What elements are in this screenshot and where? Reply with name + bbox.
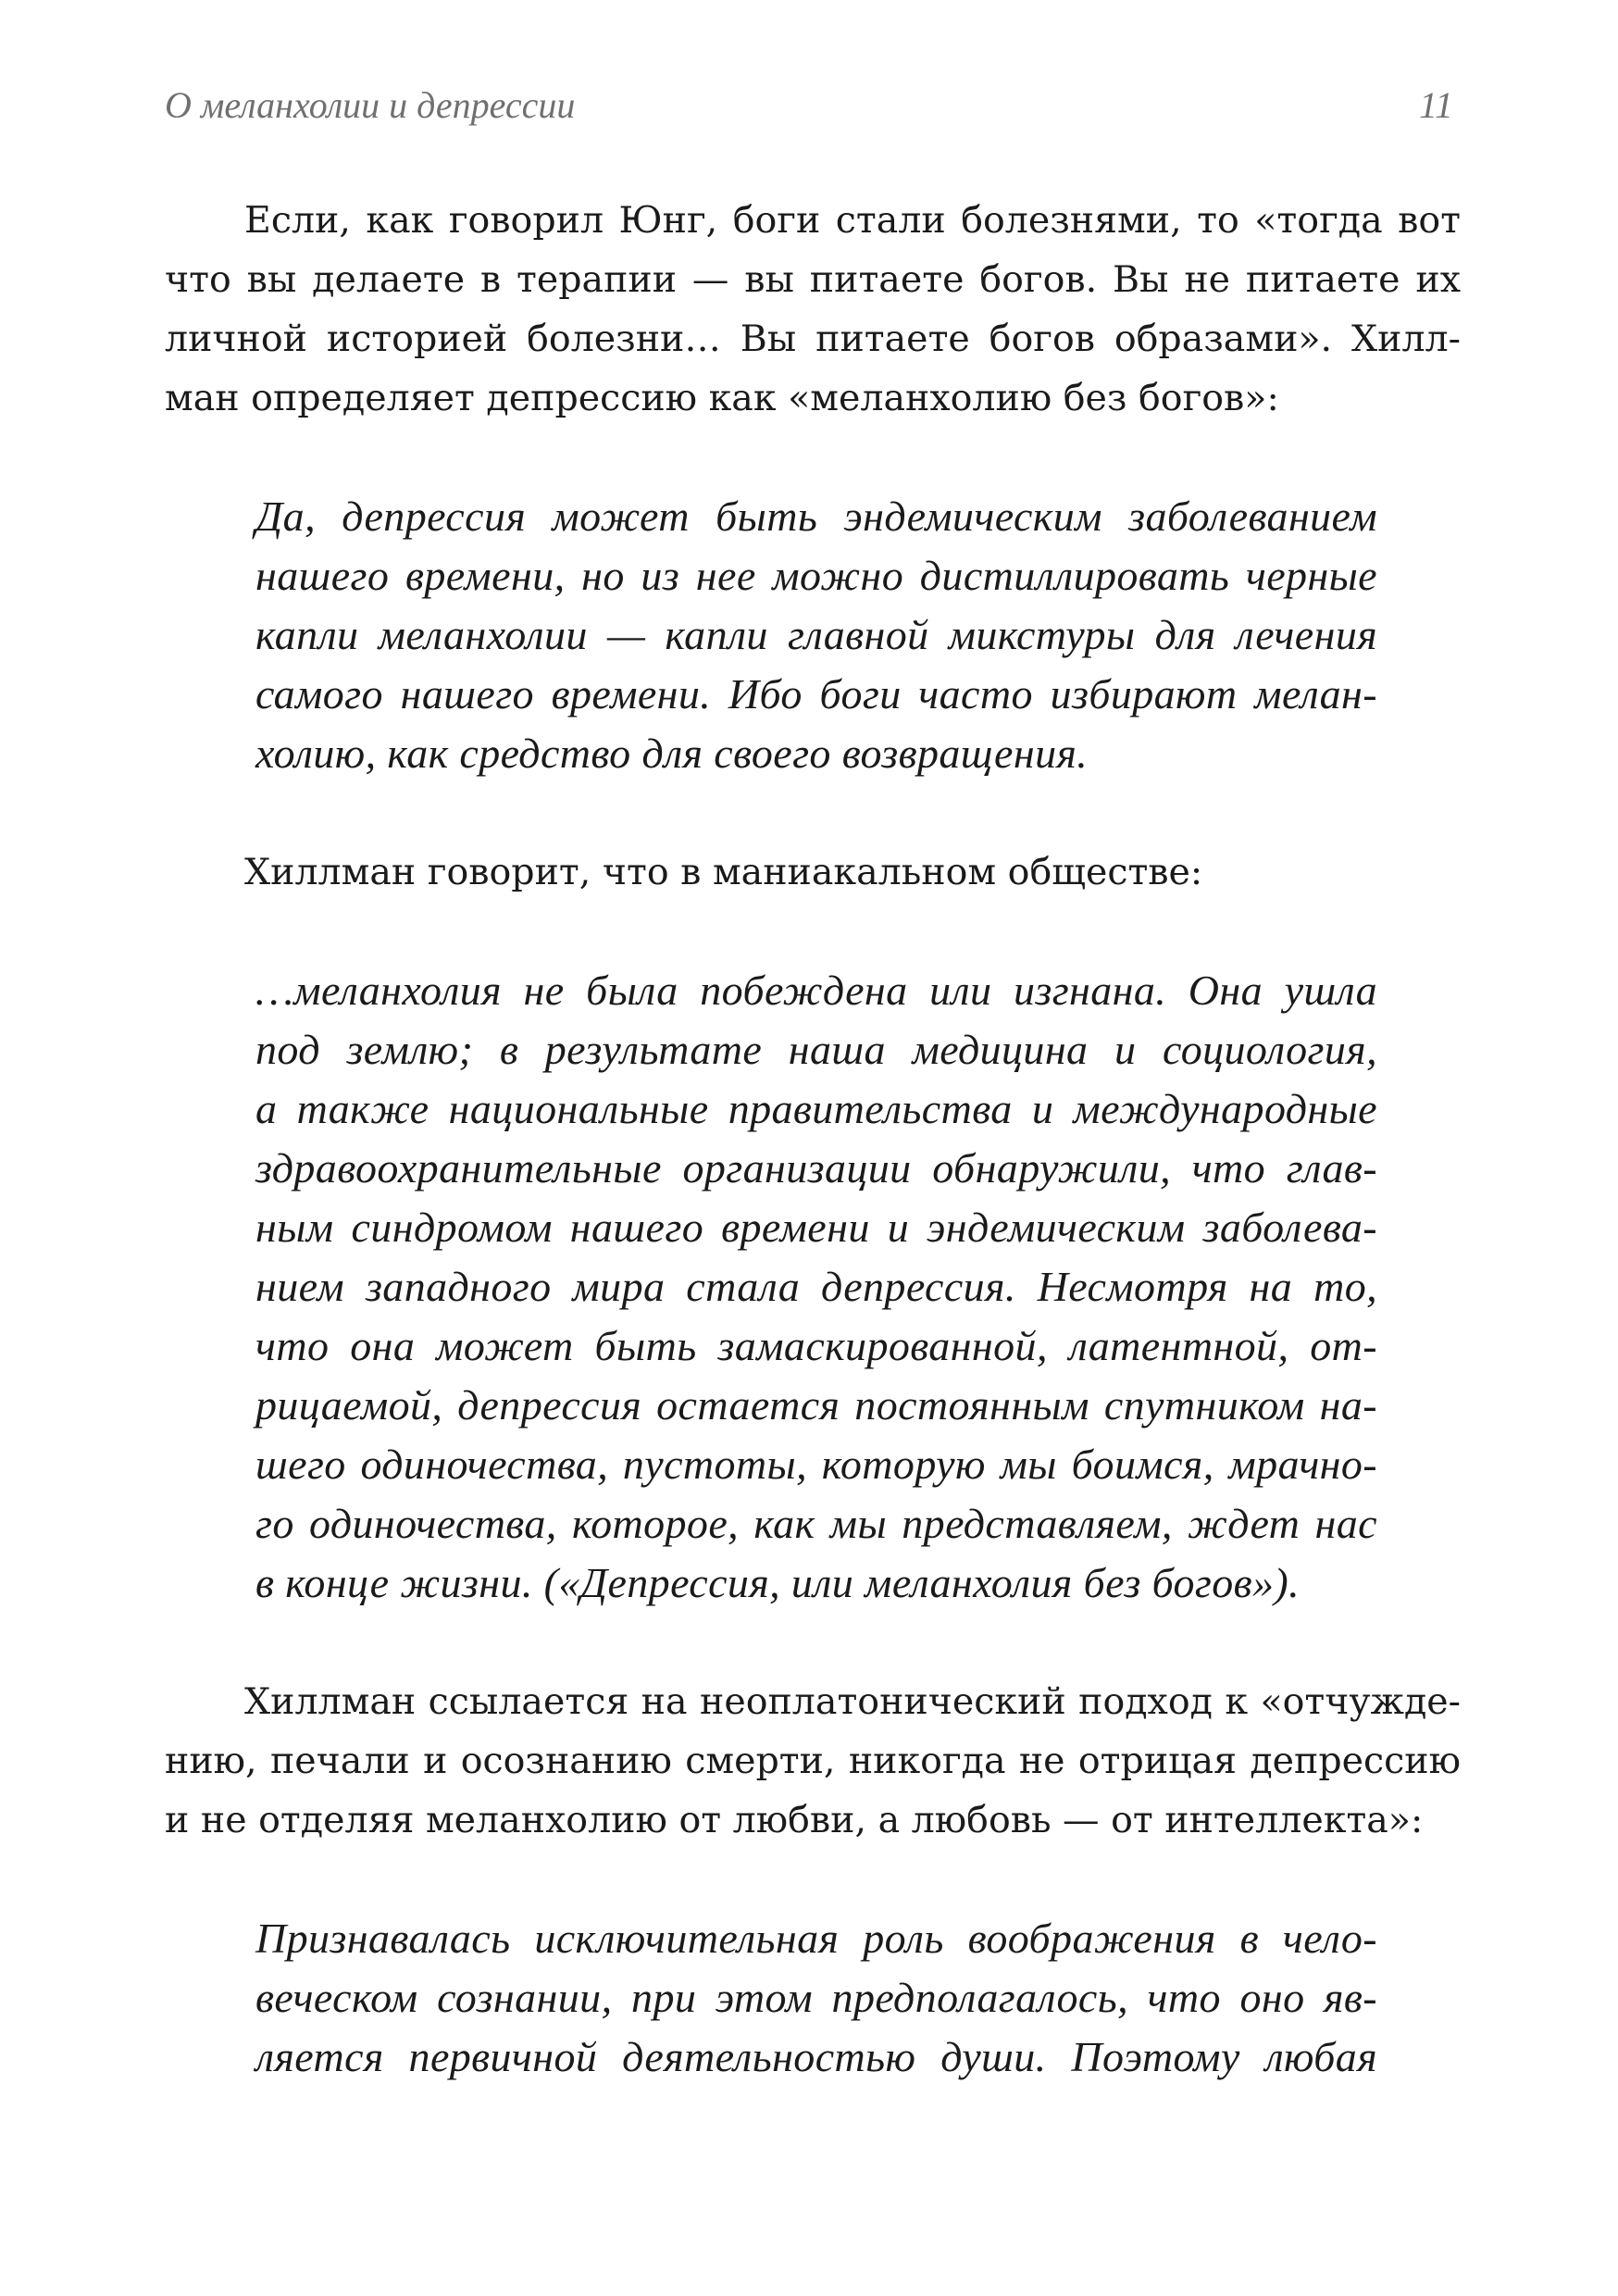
quote-line: нашего времени, но из нее можно дистиллировать черные <box>255 552 1377 599</box>
paragraph-2 <box>165 842 1461 902</box>
quote-line: го одиночества, которое, как мы представляем, ждет нас <box>255 1500 1377 1547</box>
paragraph-1 <box>165 191 1461 428</box>
quote-line: самого нашего времени. Ибо боги часто избирают мелан- <box>255 670 1377 718</box>
body-text <box>165 191 1461 2146</box>
text-line: и не отделяя меланхолию от любви, а любовь — от интеллекта»: <box>165 1799 1424 1841</box>
quote-line: Да, депрессия может быть эндемическим заболеванием <box>255 493 1377 540</box>
page-header <box>0 0 1618 167</box>
text-line: Если, как говорил Юнг, боги стали болезнями, то «тогда вот <box>244 199 1461 242</box>
quote-line: под землю; в результате наша медицина и социология, <box>255 1026 1377 1073</box>
text-line: личной историей болезни… Вы питаете богов образами». Хилл- <box>165 318 1461 360</box>
block-quote-3 <box>255 1909 1377 2087</box>
quote-line: шего одиночества, пустоты, которую мы боимся, мрачно- <box>255 1441 1377 1488</box>
paragraph-3 <box>165 1672 1461 1850</box>
quote-line: рицаемой, депрессия остается постоянным спутником на- <box>255 1381 1377 1429</box>
page-number: 11 <box>1418 84 1453 126</box>
quote-line: ляется первичной деятельностью души. Поэтому любая <box>255 2033 1377 2080</box>
text-line: нию, печали и осознанию смерти, никогда не отрицая депрессию <box>165 1740 1461 1782</box>
quote-line: здравоохранительные организации обнаружили, что глав- <box>255 1144 1377 1192</box>
quote-line: Признавалась исключительная роль воображения в чело- <box>255 1915 1377 1962</box>
quote-line: а также национальные правительства и международные <box>255 1085 1377 1132</box>
quote-line: ным синдромом нашего времени и эндемическим заболева- <box>255 1204 1377 1251</box>
quote-line: нием западного мира стала депрессия. Несмотря на то, <box>255 1263 1377 1310</box>
quote-line: в конце жизни. («Депрессия, или меланхолия без богов»). <box>255 1559 1301 1606</box>
running-title: О меланхолии и депрессии <box>165 84 576 126</box>
quote-line: что она может быть замаскированной, латентной, от- <box>255 1322 1377 1369</box>
text-line: Хиллман говорит, что в маниакальном обществе: <box>244 851 1203 893</box>
quote-line: веческом сознании, при этом предполагалось, что оно яв- <box>255 1974 1377 2021</box>
quote-line: холию, как средство для своего возвращения. <box>255 730 1089 777</box>
block-quote-1 <box>255 487 1377 783</box>
text-line: что вы делаете в терапии — вы питаете богов. Вы не питаете их <box>165 258 1461 301</box>
text-line: Хиллман ссылается на неоплатонический подход к «отчужде- <box>244 1680 1461 1723</box>
text-line: ман определяет депрессию как «меланхолию без богов»: <box>165 377 1279 419</box>
block-quote-2 <box>255 961 1377 1613</box>
quote-line: …меланхолия не была побеждена или изгнана. Она ушла <box>255 967 1377 1014</box>
quote-line: капли меланхолии — капли главной микстуры для лечения <box>255 611 1377 658</box>
